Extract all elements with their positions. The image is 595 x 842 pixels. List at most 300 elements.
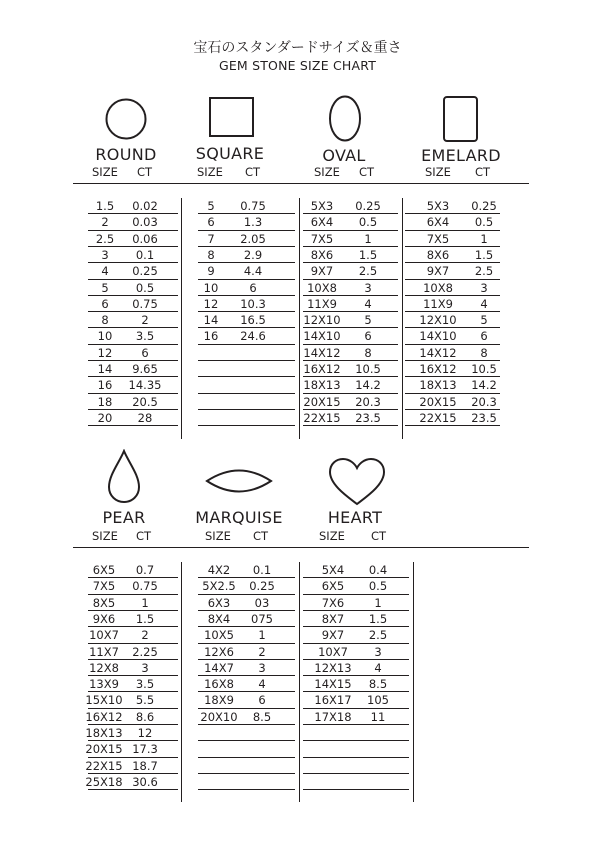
ct-cell: 0.75	[132, 579, 158, 594]
size-cell: 16X12	[419, 362, 457, 376]
ct-cell: 20.3	[471, 394, 497, 409]
size-cell: 12X8	[89, 660, 119, 675]
size-cell: 2.5	[95, 231, 115, 246]
row-divider	[303, 610, 409, 611]
size-header: SIZE	[205, 529, 231, 543]
ct-cell: 03	[254, 595, 270, 610]
ct-cell: 3	[480, 280, 488, 295]
ct-cell: 2.05	[240, 231, 266, 246]
ct-cell: 4	[374, 660, 382, 675]
size-cell: 14X12	[303, 345, 341, 360]
row-divider	[88, 610, 178, 611]
ct-cell: 4	[364, 296, 372, 311]
size-cell: 16	[203, 329, 219, 344]
row-divider	[405, 327, 500, 328]
row-divider	[88, 213, 178, 214]
column-divider	[299, 562, 300, 802]
row-divider	[303, 393, 398, 394]
ct-cell: 14.2	[471, 378, 497, 393]
ct-cell: 5	[364, 313, 372, 328]
row-divider	[88, 594, 178, 595]
ct-cell: 2.5	[368, 628, 388, 643]
marquise-icon	[205, 466, 273, 496]
size-cell: 14	[97, 362, 113, 376]
oval-icon	[328, 95, 362, 143]
size-cell: 20X10	[200, 709, 238, 724]
ct-cell: 30.6	[132, 774, 158, 789]
size-cell: 10X7	[318, 644, 348, 659]
size-cell: 10	[97, 329, 113, 344]
size-cell: 12X10	[303, 313, 341, 328]
size-cell: 20	[97, 410, 113, 425]
ct-cell: 11	[370, 709, 386, 724]
row-divider	[88, 659, 178, 660]
row-divider	[303, 675, 409, 676]
ct-cell: 3	[258, 660, 266, 675]
row-divider	[88, 724, 178, 725]
row-divider	[405, 393, 500, 394]
row-divider	[303, 708, 409, 709]
row-divider	[198, 344, 295, 345]
ct-cell: 4.4	[243, 264, 263, 279]
size-cell: 8X6	[310, 247, 334, 262]
size-header: SIZE	[425, 165, 451, 179]
ct-cell: 1.5	[358, 247, 378, 262]
size-cell: 6X4	[310, 215, 334, 230]
ct-cell: 0.25	[355, 199, 381, 213]
size-cell: 5X2.5	[202, 579, 236, 594]
size-cell: 18X9	[204, 693, 234, 708]
row-divider	[198, 643, 295, 644]
row-divider	[303, 691, 409, 692]
row-divider	[303, 327, 398, 328]
row-divider	[303, 360, 398, 361]
ct-cell: 6	[258, 693, 266, 708]
row-divider	[198, 675, 295, 676]
row-divider	[405, 409, 500, 410]
size-cell: 11X9	[307, 296, 337, 311]
row-divider	[88, 757, 178, 758]
ct-cell: 1	[480, 231, 488, 246]
ct-cell: 3.5	[135, 677, 155, 692]
ct-cell: 0.25	[471, 199, 497, 213]
emerald-icon	[443, 96, 479, 144]
size-cell: 10X8	[307, 280, 337, 295]
ct-header: CT	[136, 529, 152, 543]
size-cell: 5X3	[310, 199, 334, 213]
ct-cell: 0.02	[132, 199, 158, 213]
ct-cell: 0.7	[135, 563, 155, 577]
row-divider	[198, 327, 295, 328]
size-cell: 20X15	[419, 394, 457, 409]
row-divider	[88, 344, 178, 345]
row-divider	[88, 409, 178, 410]
row-divider	[88, 691, 178, 692]
size-cell: 16	[97, 378, 113, 393]
ct-cell: 0.1	[252, 563, 272, 577]
row-divider	[88, 327, 178, 328]
row-divider	[303, 757, 409, 758]
row-divider	[88, 708, 178, 709]
ct-cell: 17.3	[132, 742, 158, 757]
row-divider	[198, 594, 295, 595]
row-divider	[198, 708, 295, 709]
ct-cell: 4	[258, 677, 266, 692]
size-cell: 12X10	[419, 313, 457, 328]
row-divider	[303, 594, 409, 595]
ct-cell: 8.5	[368, 677, 388, 692]
size-cell: 25X18	[85, 774, 123, 789]
row-divider	[303, 295, 398, 296]
ct-cell: 6	[364, 329, 372, 344]
row-divider	[303, 577, 409, 578]
ct-cell: 8.5	[252, 709, 272, 724]
row-divider	[88, 425, 178, 426]
size-cell: 18X13	[303, 378, 341, 393]
ct-cell: 3.5	[135, 329, 155, 344]
row-divider	[88, 789, 178, 790]
column-divider	[181, 562, 182, 802]
shape-name-pear: PEAR	[102, 508, 146, 527]
column-divider	[402, 198, 403, 439]
ct-cell: 8.6	[135, 709, 155, 724]
ct-header: CT	[475, 165, 491, 179]
size-cell: 12	[203, 296, 219, 311]
size-cell: 9X7	[426, 264, 450, 279]
ct-cell: 1.5	[474, 247, 494, 262]
row-divider	[405, 376, 500, 377]
ct-cell: 1	[364, 231, 372, 246]
size-cell: 7X5	[426, 231, 450, 246]
row-divider	[303, 425, 398, 426]
size-cell: 5X4	[321, 563, 345, 577]
ct-cell: 10.5	[355, 362, 381, 376]
ct-header: CT	[137, 165, 153, 179]
size-cell: 17X18	[314, 709, 352, 724]
shape-name-square: SQUARE	[195, 144, 265, 163]
column-divider	[413, 562, 414, 802]
row-divider	[198, 691, 295, 692]
size-cell: 8	[101, 313, 109, 328]
ct-cell: 3	[374, 644, 382, 659]
ct-cell: 14.2	[355, 378, 381, 393]
size-cell: 7X5	[92, 579, 116, 594]
ct-header: CT	[253, 529, 269, 543]
size-header: SIZE	[319, 529, 345, 543]
size-cell: 20X15	[85, 742, 123, 757]
ct-cell: 10.5	[471, 362, 497, 376]
size-cell: 14X7	[204, 660, 234, 675]
size-header: SIZE	[197, 165, 223, 179]
size-cell: 10	[203, 280, 219, 295]
row-divider	[303, 773, 409, 774]
size-cell: 10X8	[423, 280, 453, 295]
row-divider	[198, 262, 295, 263]
row-divider	[405, 246, 500, 247]
ct-cell: 0.1	[135, 247, 155, 262]
row-divider	[303, 409, 398, 410]
size-cell: 7X6	[321, 595, 345, 610]
ct-header: CT	[371, 529, 387, 543]
ct-cell: 6	[480, 329, 488, 344]
size-cell: 6	[207, 215, 215, 230]
row-divider	[198, 393, 295, 394]
ct-header: CT	[359, 165, 375, 179]
size-cell: 22X15	[419, 410, 457, 425]
ct-cell: 1.5	[368, 611, 388, 626]
ct-cell: 1.5	[135, 611, 155, 626]
ct-cell: 0.25	[249, 579, 275, 594]
size-cell: 11X9	[423, 296, 453, 311]
row-divider	[303, 344, 398, 345]
size-cell: 13X9	[89, 677, 119, 692]
ct-cell: 105	[367, 693, 389, 708]
row-divider	[405, 425, 500, 426]
row-divider	[405, 311, 500, 312]
size-cell: 15X10	[85, 693, 123, 708]
row-divider	[88, 230, 178, 231]
ct-cell: 0.5	[358, 215, 378, 230]
row-divider	[88, 773, 178, 774]
size-cell: 22X15	[303, 410, 341, 425]
size-cell: 14	[203, 313, 219, 328]
row-divider	[405, 344, 500, 345]
row-divider	[405, 279, 500, 280]
ct-cell: 9.65	[132, 362, 158, 376]
row-divider	[88, 376, 178, 377]
row-divider	[303, 376, 398, 377]
size-cell: 14X12	[419, 345, 457, 360]
size-cell: 16X12	[85, 709, 123, 724]
square-icon	[209, 97, 255, 139]
ct-cell: 20.5	[132, 394, 158, 409]
size-cell: 18X13	[419, 378, 457, 393]
ct-cell: 6	[141, 345, 149, 360]
size-cell: 9X7	[321, 628, 345, 643]
row-divider	[198, 757, 295, 758]
row-divider	[88, 279, 178, 280]
ct-cell: 20.3	[355, 394, 381, 409]
row-divider	[198, 213, 295, 214]
ct-cell: 14.35	[128, 378, 162, 393]
row-divider	[198, 360, 295, 361]
header-rule	[73, 547, 529, 548]
ct-cell: 4	[480, 296, 488, 311]
size-cell: 5X3	[426, 199, 450, 213]
ct-cell: 0.75	[132, 296, 158, 311]
size-cell: 3	[101, 247, 109, 262]
row-divider	[198, 311, 295, 312]
shape-name-emerald: EMELARD	[421, 146, 501, 165]
row-divider	[303, 724, 409, 725]
row-divider	[198, 425, 295, 426]
ct-cell: 0.03	[132, 215, 158, 230]
ct-cell: 12	[137, 726, 153, 740]
row-divider	[88, 393, 178, 394]
size-cell: 16X8	[204, 677, 234, 692]
row-divider	[198, 610, 295, 611]
size-cell: 8X6	[426, 247, 450, 262]
size-cell: 8X4	[207, 611, 231, 626]
row-divider	[198, 626, 295, 627]
row-divider	[88, 295, 178, 296]
ct-cell: 0.06	[132, 231, 158, 246]
ct-cell: 10.3	[240, 296, 266, 311]
size-cell: 4	[101, 264, 109, 279]
size-cell: 8	[207, 247, 215, 262]
ct-cell: 0.4	[368, 563, 388, 577]
size-header: SIZE	[92, 529, 118, 543]
size-cell: 8X5	[92, 595, 116, 610]
ct-cell: 2.5	[358, 264, 378, 279]
size-header: SIZE	[92, 165, 118, 179]
heart-icon	[328, 457, 386, 507]
ct-cell: 1	[258, 628, 266, 643]
size-cell: 5	[101, 280, 109, 295]
size-cell: 18	[97, 394, 113, 409]
size-cell: 14X10	[303, 329, 341, 344]
row-divider	[198, 724, 295, 725]
row-divider	[198, 789, 295, 790]
ct-header: CT	[245, 165, 261, 179]
row-divider	[303, 740, 409, 741]
size-cell: 10X7	[89, 628, 119, 643]
column-divider	[181, 198, 182, 439]
shape-name-heart: HEART	[327, 508, 383, 527]
size-cell: 14X15	[314, 677, 352, 692]
row-divider	[198, 230, 295, 231]
row-divider	[405, 230, 500, 231]
size-cell: 6	[101, 296, 109, 311]
ct-cell: 3	[364, 280, 372, 295]
ct-cell: 18.7	[132, 758, 158, 773]
row-divider	[303, 311, 398, 312]
row-divider	[303, 626, 409, 627]
ct-cell: 1	[141, 595, 149, 610]
row-divider	[303, 789, 409, 790]
page-title-english: GEM STONE SIZE CHART	[218, 58, 377, 73]
row-divider	[88, 246, 178, 247]
size-cell: 14X10	[419, 329, 457, 344]
ct-cell: 1.3	[243, 215, 263, 230]
size-cell: 12	[97, 345, 113, 360]
size-cell: 16X12	[303, 362, 341, 376]
row-divider	[198, 279, 295, 280]
row-divider	[198, 659, 295, 660]
row-divider	[88, 740, 178, 741]
shape-name-oval: OVAL	[322, 146, 366, 165]
ct-cell: 8	[480, 345, 488, 360]
pear-icon	[107, 449, 141, 505]
size-cell: 1.5	[95, 199, 115, 213]
row-divider	[405, 262, 500, 263]
size-cell: 18X13	[85, 726, 123, 740]
header-rule	[73, 183, 529, 184]
ct-cell: 23.5	[471, 410, 497, 425]
row-divider	[198, 773, 295, 774]
size-cell: 22X15	[85, 758, 123, 773]
ct-cell: 28	[137, 410, 153, 425]
page-title-japanese: 宝石のスタンダードサイズ＆重さ	[193, 40, 402, 56]
ct-cell: 0.75	[240, 199, 266, 213]
ct-cell: 2	[258, 644, 266, 659]
ct-cell: 0.5	[474, 215, 494, 230]
size-cell: 2	[101, 215, 109, 230]
size-cell: 7	[207, 231, 215, 246]
row-divider	[88, 577, 178, 578]
row-divider	[303, 213, 398, 214]
size-cell: 9X7	[310, 264, 334, 279]
size-cell: 11X7	[89, 644, 119, 659]
size-cell: 4X2	[207, 563, 231, 577]
ct-cell: 0.5	[135, 280, 155, 295]
row-divider	[303, 643, 409, 644]
row-divider	[198, 246, 295, 247]
ct-cell: 0.25	[132, 264, 158, 279]
ct-cell: 2.9	[243, 247, 263, 262]
row-divider	[88, 311, 178, 312]
ct-cell: 24.6	[240, 329, 266, 344]
ct-cell: 0.5	[368, 579, 388, 594]
row-divider	[198, 376, 295, 377]
size-header: SIZE	[314, 165, 340, 179]
ct-cell: 2.25	[132, 644, 158, 659]
row-divider	[88, 675, 178, 676]
row-divider	[88, 360, 178, 361]
ct-cell: 23.5	[355, 410, 381, 425]
size-cell: 6X3	[207, 595, 231, 610]
size-cell: 12X6	[204, 644, 234, 659]
ct-cell: 6	[249, 280, 257, 295]
size-cell: 12X13	[314, 660, 352, 675]
size-cell: 9X6	[92, 611, 116, 626]
ct-cell: 2	[141, 313, 149, 328]
row-divider	[303, 246, 398, 247]
row-divider	[303, 659, 409, 660]
ct-cell: 2	[141, 628, 149, 643]
row-divider	[198, 740, 295, 741]
ct-cell: 8	[364, 345, 372, 360]
size-cell: 8X7	[321, 611, 345, 626]
row-divider	[88, 262, 178, 263]
size-cell: 5	[207, 199, 215, 213]
size-cell: 20X15	[303, 394, 341, 409]
shape-name-marquise: MARQUISE	[195, 508, 283, 527]
ct-cell: 1	[374, 595, 382, 610]
size-cell: 10X5	[204, 628, 234, 643]
row-divider	[405, 295, 500, 296]
size-cell: 6X5	[321, 579, 345, 594]
size-cell: 7X5	[310, 231, 334, 246]
row-divider	[405, 360, 500, 361]
ct-cell: 5.5	[135, 693, 155, 708]
size-cell: 16X17	[314, 693, 352, 708]
row-divider	[198, 577, 295, 578]
ct-cell: 16.5	[240, 313, 266, 328]
row-divider	[198, 409, 295, 410]
row-divider	[198, 295, 295, 296]
size-cell: 6X5	[92, 563, 116, 577]
row-divider	[88, 626, 178, 627]
ct-cell: 2.5	[474, 264, 494, 279]
row-divider	[303, 262, 398, 263]
row-divider	[405, 213, 500, 214]
size-cell: 6X4	[426, 215, 450, 230]
ct-cell: 3	[141, 660, 149, 675]
ct-cell: 075	[251, 611, 273, 626]
shape-name-round: ROUND	[95, 145, 157, 164]
row-divider	[303, 230, 398, 231]
